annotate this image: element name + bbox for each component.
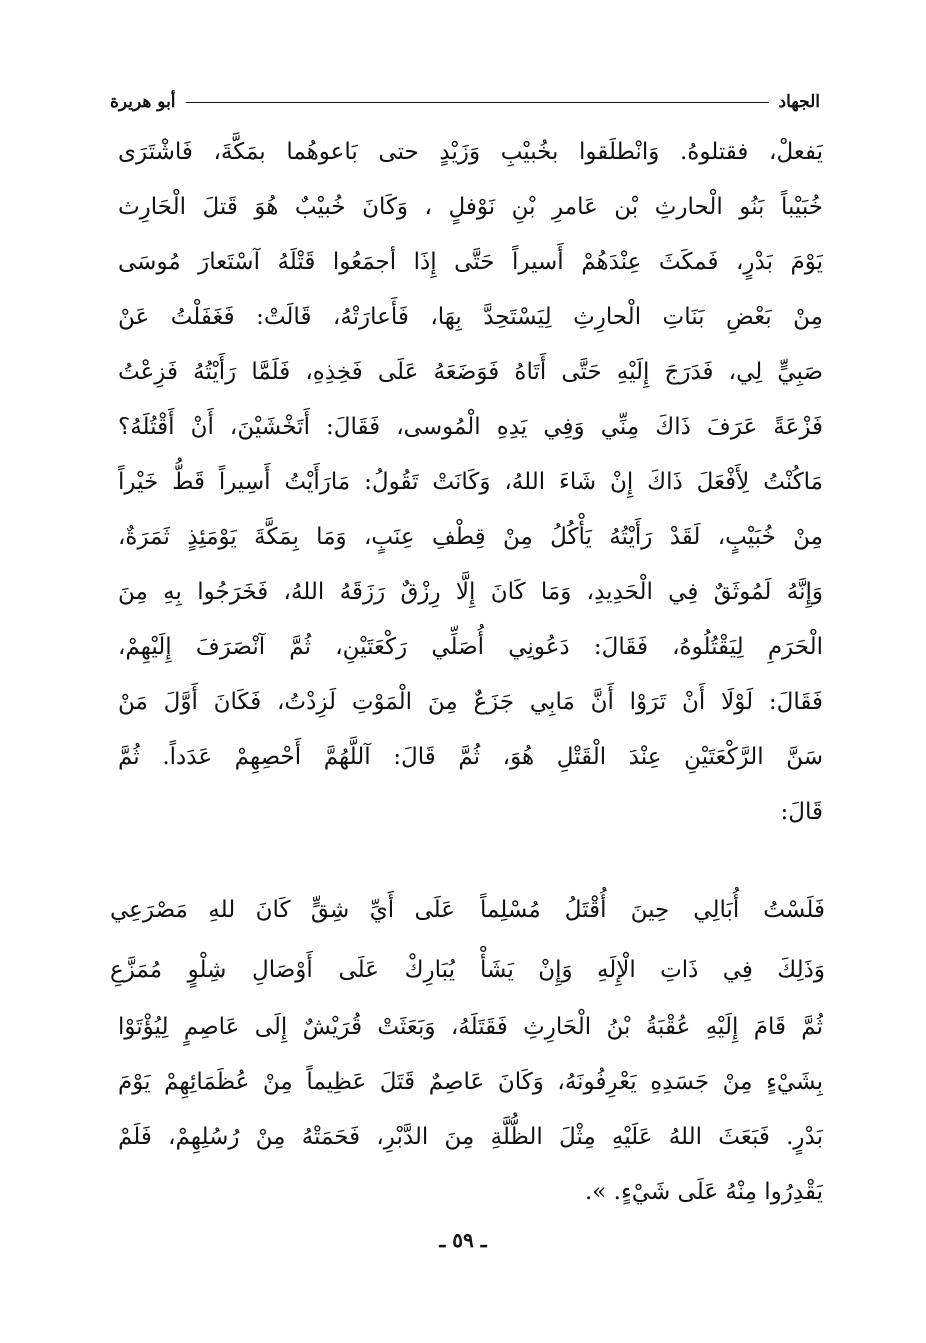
text-line: خُبَيْباً بَنُو الْحارثِ بْن عَامرِ بْنِ نَوْفلٍ ، وَكَانَ خُبيْبٌ هُوَ قَتلَ الْحَارِث (118, 194, 823, 220)
poem-first-hemistich: فَلَسْتُ أُبَالِي حِينَ أُقْتَلُ مُسْلِماً (480, 897, 825, 923)
text-line: مَاكُنْتُ لِأَفْعَلَ ذَاكَ إِنْ شَاءَ اللهُ، وَكَانَتْ تَقُولُ: مَارَأَيْتُ أَسِيراً قَطُّ خَيْراً (118, 469, 823, 495)
text-line: يَقْدِرُوا مِنْهُ عَلَى شَيْءٍ. ». (584, 1179, 823, 1205)
text-line: ثُمَّ قَامَ إِلَيْهِ عُقْبَةُ بْنُ الْحَارِثِ فَقَتَلَهُ، وَبَعَثَتْ قُرَيْشٌ إِلَى عَاصِمٍ لِيُؤْتَوْا (118, 1014, 823, 1040)
text-line: يَفعلْ، فقتلوهُ. وَانْطلَقوا بخُبيْبِ وَزَيْدٍ حتى بَاعوهُما بمَكَّةَ، فَاشْتَرَى (118, 139, 823, 165)
text-line: قَالَ: (780, 799, 823, 825)
poem (110, 880, 825, 1000)
page-number: ـ ٥٩ ـ (439, 1228, 487, 1252)
poem-second-hemistich: عَلَى أَيِّ شِقٍّ كَانَ للهِ مَصْرَعِي (110, 897, 455, 923)
text-line: مِنْ خُبَيْبٍ، لَقَدْ رَأَيْتُهُ يَأْكُلُ مِنْ قِطْفِ عِنَبٍ، وَمَا بِمَكَّةَ يَوْمَئِذٍ ثَمَرَةٌ، (118, 524, 823, 550)
text-line: وَإِنَّهُ لَمُوثَقٌ فِي الْحَدِيدِ، وَمَا كَانَ إِلَّا رِزْقٌ رَزَقَهُ اللهُ، فَخَرَجُوا بِهِ مِنَ (118, 579, 823, 605)
hadith-text-top (118, 125, 823, 840)
running-header (110, 88, 820, 116)
text-line: مِنْ بَعْضِ بَنَاتِ الْحارِثِ لِيَسْتَحِدَّ بِهَا، فَأَعارَتْهُ، قَالَتْ: فَغَفَلْتُ عَنْ (118, 304, 823, 330)
narrator-title: أبو هريرة (110, 92, 176, 112)
text-line: صَبِيٍّ لِي، فَدَرَجَ إِلَيْهِ حَتَّى أَتَاهُ فَوَضَعَهُ عَلَى فَخِذِهِ، فَلَمَّا رَأَيْتُهُ فَزِعْتُ (118, 359, 823, 385)
text-line: بِشَيْءٍ مِنْ جَسَدِهِ يَعْرِفُونَهُ، وَكَانَ عَاصِمٌ قَتَلَ عَظِيماً مِنْ عُظَمَائِهِمْ يَوْمَ (118, 1069, 823, 1095)
poem-first-hemistich: وَذَلِكَ فِي ذَاتِ الْإِلَهِ وَإِنْ يَشَأْ (480, 957, 825, 983)
poem-second-hemistich: يُبَارِكْ عَلَى أَوْصَالِ شِلْوٍ مُمَزَّعِ (110, 957, 455, 983)
hadith-text-bottom (118, 1000, 823, 1220)
poem-verse (110, 880, 825, 940)
chapter-title: الجهاد (778, 92, 820, 112)
text-line: فَقَالَ: لَوْلَا أَنْ تَرَوْا أَنَّ مَابِي جَزَعٌ مِنَ الْمَوْتِ لَزِدْتُ، فَكَانَ أَوَّلَ مَنْ (118, 689, 823, 715)
text-line: فَزْعَةً عَرَفَ ذَاكَ مِنِّي وَفِي يَدِهِ الْمُوسى، فَقَالَ: أَتَخْشَيْنَ، أَنْ أَقْتُلَهُ؟ (118, 414, 823, 440)
header-rule (186, 102, 769, 103)
text-line: الْحَرَمِ لِيَقْتُلُوهُ، فَقَالَ: دَعُونِي أُصَلِّي رَكْعَتَيْنِ، ثُمَّ آنْصَرَفَ إِلَيْهِمْ، (118, 634, 823, 660)
poem-verse (110, 940, 825, 1000)
text-line: بَدْرٍ. فَبَعَثَ اللهُ عَلَيْهِ مِثْلَ الظُّلَّةِ مِنَ الدَّبْرِ، فَحَمَتْهُ مِنْ رُسُلِهِمْ، فَلَمْ (118, 1124, 823, 1150)
text-line: يَوْمَ بَدْرٍ، فَمكَثَ عِنْدَهُمْ أَسيراً حَتَّى إِذَا أجمَعُوا قَتْلَهُ آسْتَعارَ مُوسَى (118, 249, 823, 275)
text-line: سَنَّ الرَّكْعَتَيْنِ عِنْدَ الْقَتْلِ هُوَ، ثُمَّ قَالَ: آللَّهُمَّ أَحْصِهِمْ عَدَداً. ثُمَّ (118, 744, 823, 770)
